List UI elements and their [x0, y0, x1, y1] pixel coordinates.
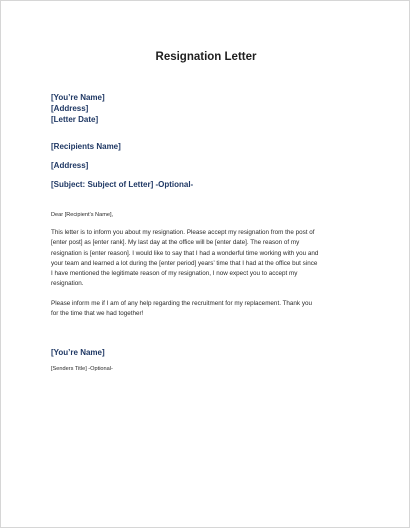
paragraph-line: Please inform me if I am of any help regarding the recruitment for my replacement. Thank you — [51, 300, 312, 307]
recipient-address: [Address] — [51, 161, 89, 170]
paragraph-line: your team and learned a lot during the [enter period] years’ time that I had at the office but since — [51, 259, 318, 267]
paragraph-line: resignation is [enter reason]. I would like to say that I had a wonderful time working with you and — [51, 249, 319, 257]
body-paragraph-1 — [51, 228, 371, 290]
paragraph-line: [enter post] as [enter rank]. My last day at the office will be [enter date]. The reason of my — [51, 239, 300, 247]
letter-date: [Letter Date] — [51, 115, 99, 124]
sender-name: [You’re Name] — [51, 93, 105, 102]
paragraph-line: I have mentioned the legitimate reason of my resignation, I now expect you to accept my — [51, 270, 298, 278]
paragraph-line: resignation. — [51, 280, 84, 288]
letter-title: Resignation Letter — [155, 51, 257, 63]
paragraph-line: This letter is to inform you about my resignation. Please accept my resignation from the post of — [51, 229, 315, 236]
recipient-name: [Recipients Name] — [51, 142, 121, 151]
greeting: Dear [Recipient’s Name], — [51, 212, 114, 218]
sender-title: [Senders Title] -Optional- — [51, 366, 113, 372]
sender-block — [51, 92, 105, 125]
closing-name: [You’re Name] — [51, 348, 105, 357]
subject-line: [Subject: Subject of Letter] -Optional- — [51, 180, 194, 189]
sender-address: [Address] — [51, 104, 89, 113]
body-paragraph-2 — [51, 299, 371, 320]
paragraph-line: for the time that we had together! — [51, 310, 144, 318]
